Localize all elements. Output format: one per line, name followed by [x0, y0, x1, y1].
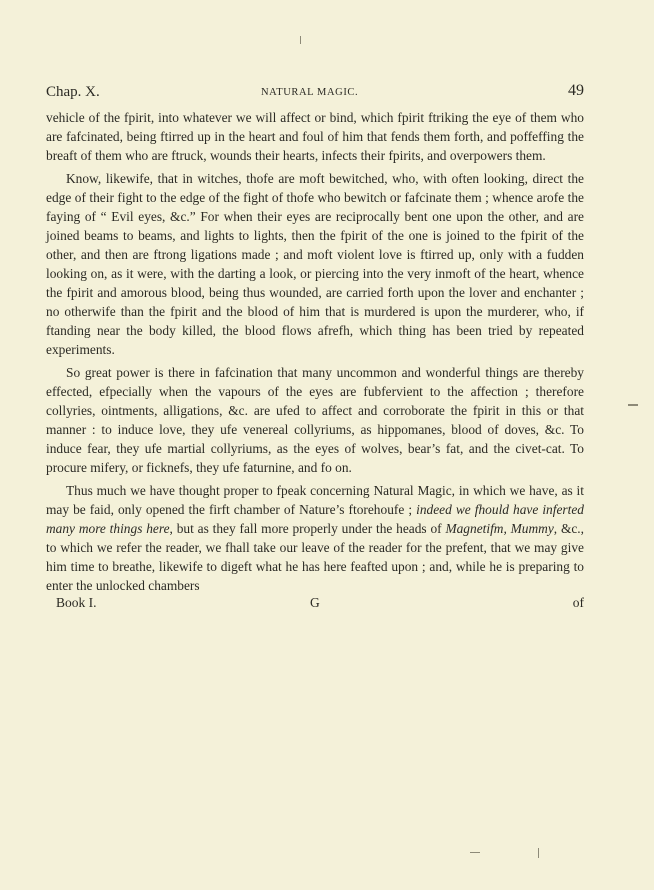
- paragraph: [46, 481, 584, 595]
- book-page: [46, 84, 584, 615]
- paper-speck: [300, 36, 301, 44]
- paragraph: [46, 363, 584, 477]
- chapter-label: Chap. X.: [46, 84, 100, 100]
- running-title: NATURAL MAGIC.: [261, 87, 359, 98]
- paragraph-text: So great power is there in fafcination that many uncommon and wonderful things are thereby effected, efpecially when the vapours of the eyes are fubfervient to the affection ; therefore collyries, ointments, alligations, &c. are ufed to affect and corroborate the fpirit in this or that manner : to induce love, they ufe venereal collyriums, as hippomanes, blood of doves, &c. To induce fear, they ufe martial collyriums, as the eyes of wolves, bear’s fat, and the civet-cat. To procure mifery, or ficknefs, they ufe faturnine, and fo on.: [46, 365, 584, 475]
- paragraph: [46, 108, 584, 165]
- paragraph-text: vehicle of the fpirit, into whatever we will affect or bind, which fpirit ftriking the eye of them who are fafcinated, being ftirred up in the heart and foul of him that fends them forth, and poffeffing the breaft of them who are ftruck, wounds their hearts, infects their fpirits, and overpowers them.: [46, 110, 584, 163]
- paper-speck: [470, 852, 480, 853]
- paragraph-text: Thus much we have thought proper to fpeak concerning Natural Magic, in which we have, as it may be faid, only opened the firft chamber of Nature’s ftorehoufe ;: [46, 483, 584, 517]
- catchword: of: [572, 595, 584, 610]
- paragraph: [46, 169, 584, 359]
- page-number: 49: [568, 82, 584, 99]
- page-footer: [46, 595, 584, 615]
- paragraph-text: , but as they fall more properly under the heads of: [169, 521, 446, 536]
- book-label: Book I.: [56, 595, 97, 610]
- paper-speck: [628, 404, 638, 406]
- italic-text: indeed we fhould have inferted many more things here: [46, 502, 584, 536]
- running-head: [46, 84, 584, 108]
- italic-text: Magnetifm, Mummy: [445, 521, 554, 536]
- paragraph-text: , &c., to which we refer the reader, we fhall take our leave of the reader for the prefent, that we may give him time to breathe, likewife to digeft what he has here feafted upon ; and, while he is preparing to enter the unlocked chambers: [46, 521, 585, 593]
- signature-mark: G: [310, 595, 320, 610]
- body-text: [46, 108, 584, 595]
- paper-speck: [538, 848, 539, 858]
- paragraph-text: Know, likewife, that in witches, thofe are moft bewitched, who, with often looking, direct the edge of their fight to the edge of the fight of thofe who bewitch or fafcinate them ; whence arofe the faying of “ Evil eyes, &c.” For when their eyes are reciprocally bent one upon the other, and are joined beams to beams, and lights to lights, then the fpirit of the one is joined to the fpirit of the other, and then are ftrong ligations made ; and moft violent love is ftirred up, only with a fudden looking on, as it were, with the darting a look, or piercing into the very inmoft of the heart, whence the fpirit and amorous blood, being thus wounded, are carried forth upon the lover and enchanter ; no otherwife than the fpirit and the blood of him that is murdered is upon the murderer, who, if ftanding near the body killed, the blood flows afrefh, which thing has been tried by repeated experiments.: [46, 171, 584, 357]
